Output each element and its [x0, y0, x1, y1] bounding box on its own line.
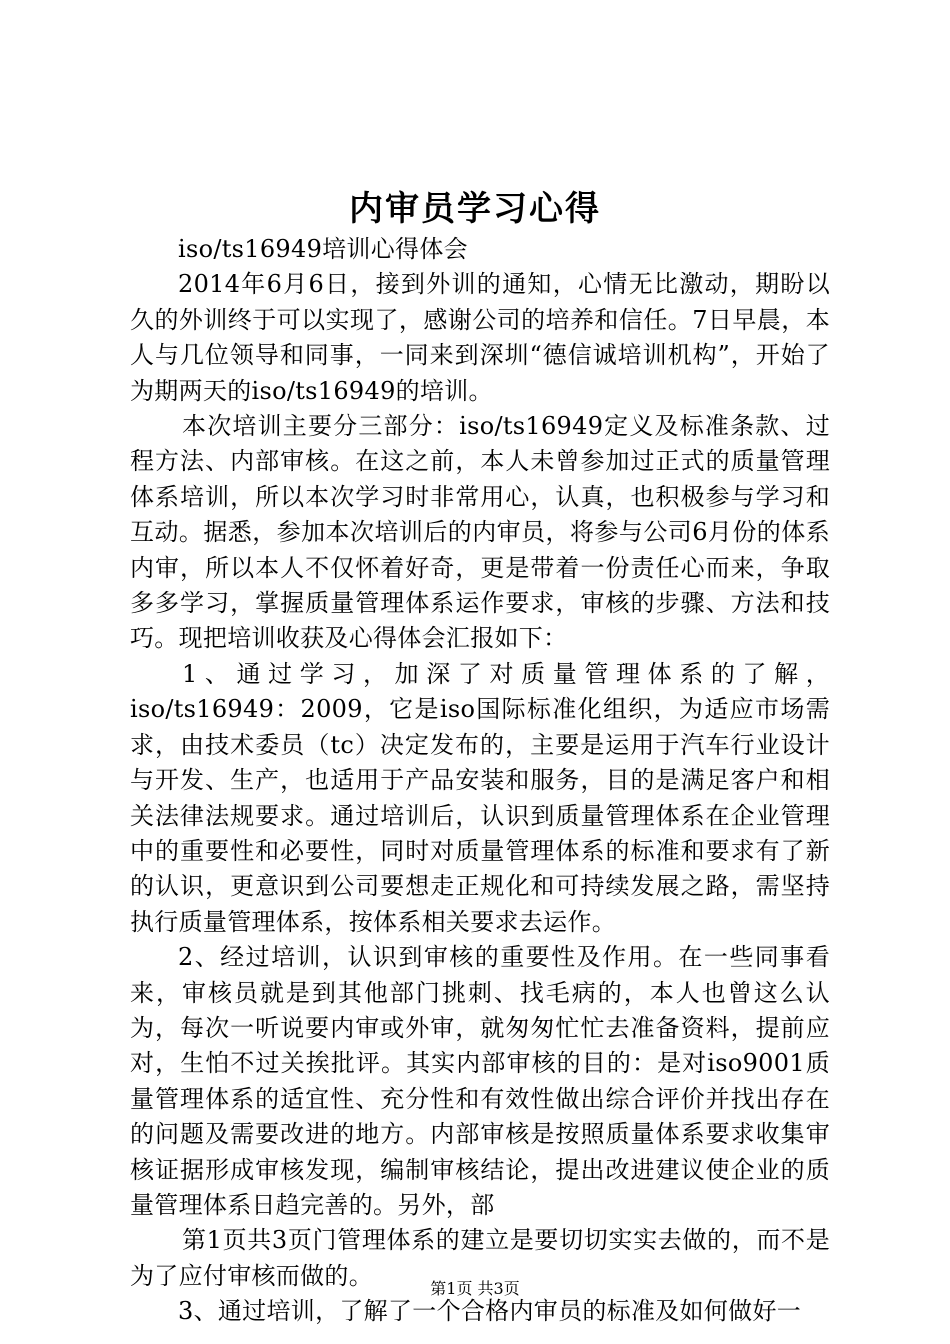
document-title: 内审员学习心得: [349, 189, 601, 229]
paragraph-point-2: 2、经过培训，认识到审核的重要性及作用。在一些同事看来，审核员就是到其他部门挑刺、找毛病的，本人也曾这么认为，每次一听说要内审或外审，就匆匆忙忙去准备资料，提前应对，生怕不过关挨批评。其实内部审核的目的：是对iso9001质量管理体系的适宜性、充分性和有效性做出综合评价并找出存在的问题及需要改进的地方。内部审核是按照质量体系要求收集审核证据形成审核发现，编制审核结论，提出改进建议使企业的质量管理体系日趋完善的。另外，部: [130, 943, 830, 1219]
paragraph-continuation: 第1页共3页门管理体系的建立是要切切实实去做的，而不是为了应付审核而做的。: [130, 1226, 830, 1290]
paragraph-subtitle: iso/ts16949培训心得体会: [178, 235, 468, 263]
document-body: [130, 232, 830, 1330]
paragraph-training-overview: 本次培训主要分三部分：iso/ts16949定义及标准条款、过程方法、内部审核。在这之前，本人未曾参加过正式的质量管理体系培训，所以本次学习时非常用心，认真，也积极参与学习和互动。据悉，参加本次培训后的内审员，将参与公司6月份的体系内审，所以本人不仅怀着好奇，更是带着一份责任心而来，争取多多学习，掌握质量管理体系运作要求，审核的步骤、方法和技巧。现把培训收获及心得体会汇报如下：: [130, 412, 830, 653]
paragraph-point-1: 1、通过学习，加深了对质量管理体系的了解，iso/ts16949：2009，它是iso国际标准化组织，为适应市场需求，由技术委员（tc）决定发布的，主要是运用于汽车行业设计与开发、生产，也适用于产品安装和服务，目的是满足客户和相关法律法规要求。通过培训后，认识到质量管理体系在企业管理中的重要性和必要性，同时对质量管理体系的标准和要求有了新的认识，更意识到公司要想走正规化和可持续发展之路，需坚持执行质量管理体系，按体系相关要求去运作。: [130, 659, 830, 936]
paragraph-point-3: 3、通过培训，了解了一个合格内审员的标准及如何做好一: [178, 1297, 802, 1326]
paragraph-intro: 2014年6月6日，接到外训的通知，心情无比激动，期盼以久的外训终于可以实现了，感谢公司的培养和信任。7日早晨，本人与几位领导和同事，一同来到深圳“德信诚培训机构”，开始了为期两天的iso/ts16949的培训。: [130, 270, 830, 405]
page-footer: 第1页 共3页: [430, 1279, 520, 1298]
